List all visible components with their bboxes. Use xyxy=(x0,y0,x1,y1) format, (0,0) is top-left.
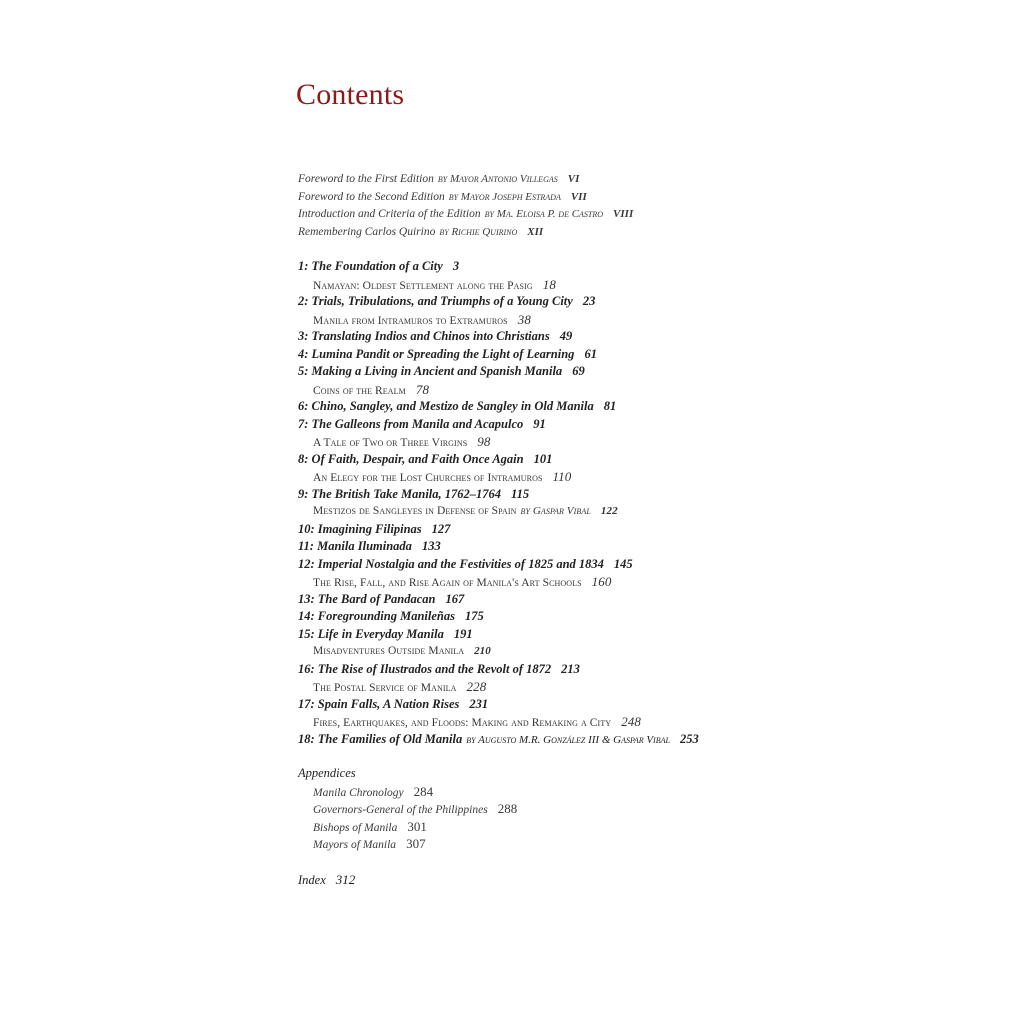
chapter-entry[interactable] xyxy=(298,346,858,364)
section-title: Coins of the Realm xyxy=(313,384,406,397)
entry-author: by Mayor Joseph Estrada xyxy=(448,190,561,203)
entry-author: by Ma. Eloisa P. de Castro xyxy=(484,208,604,220)
chapter-title: 8: Of Faith, Despair, and Faith Once Again xyxy=(298,451,524,466)
section-page: 18 xyxy=(542,276,556,292)
section-page: 160 xyxy=(591,574,612,589)
section-title: Misadventures Outside Manila xyxy=(313,645,465,657)
entry-page: VIII xyxy=(613,208,634,220)
chapter-page: 61 xyxy=(584,346,597,361)
toc-entry[interactable] xyxy=(298,224,858,242)
chapter-title: 14: Foregrounding Manileñas xyxy=(298,609,455,623)
chapter-page: 101 xyxy=(533,451,553,466)
section-entry[interactable] xyxy=(298,311,858,329)
chapter-entry[interactable] xyxy=(298,556,858,574)
section-title: Namayan: Oldest Settlement along the Pasig xyxy=(313,279,533,292)
chapter-entry[interactable] xyxy=(298,451,858,469)
entry-author: by Richie Quirino xyxy=(439,225,518,238)
chapter-page: 213 xyxy=(561,661,580,676)
section-entry[interactable] xyxy=(298,713,858,731)
chapter-title: 16: The Rise of Ilustrados and the Revolt of 1872 xyxy=(298,661,552,676)
entry-page: VII xyxy=(570,190,587,203)
section-entry[interactable] xyxy=(298,643,858,661)
chapter-entry[interactable] xyxy=(298,731,858,749)
appendix-page: 301 xyxy=(407,818,427,834)
appendices-heading: Appendices xyxy=(298,766,356,780)
chapter-title: 4: Lumina Pandit or Spreading the Light of Learning xyxy=(298,346,575,361)
section-entry[interactable] xyxy=(298,573,858,591)
chapter-title: 11: Manila Iluminada xyxy=(298,539,412,553)
chapter-entry[interactable] xyxy=(298,696,858,714)
chapter-title: 6: Chino, Sangley, and Mestizo de Sangley in Old Manila xyxy=(298,399,594,413)
chapter-title: 3: Translating Indios and Chinos into Christians xyxy=(298,329,550,343)
chapter-page: 23 xyxy=(582,294,596,308)
chapter-page: 49 xyxy=(559,329,573,343)
section-author: by Gaspar Vibal xyxy=(520,505,591,517)
appendix-page: 307 xyxy=(406,836,426,851)
toc-entry[interactable] xyxy=(298,171,858,189)
appendix-entry[interactable] xyxy=(298,818,858,836)
chapter-entry[interactable] xyxy=(298,293,858,311)
chapter-entry[interactable] xyxy=(298,416,858,434)
appendix-title: Governors-General of the Philippines xyxy=(313,804,488,816)
chapter-title: 13: The Bard of Pandacan xyxy=(298,591,436,606)
chapter-title: 10: Imagining Filipinas xyxy=(298,521,422,536)
index-page: 312 xyxy=(335,872,356,887)
chapter-list xyxy=(298,258,858,748)
section-page: 210 xyxy=(474,645,491,657)
chapter-page: 69 xyxy=(572,364,585,378)
chapter-title: 17: Spain Falls, A Nation Rises xyxy=(298,696,460,711)
chapter-entry[interactable] xyxy=(298,661,858,679)
chapter-page: 81 xyxy=(603,399,617,413)
appendix-entry[interactable] xyxy=(298,835,858,853)
chapter-entry[interactable] xyxy=(298,538,858,556)
chapter-title: 2: Trials, Tribulations, and Triumphs of a Young City xyxy=(298,294,573,308)
entry-page: XII xyxy=(527,225,544,238)
section-title: The Rise, Fall, and Rise Again of Manila's Art Schools xyxy=(313,577,582,589)
chapter-entry[interactable] xyxy=(298,398,858,416)
chapter-author: by Augusto M.R. González III & Gaspar Vibal xyxy=(466,733,670,746)
entry-title: Remembering Carlos Quirino xyxy=(298,225,436,238)
section-page: 248 xyxy=(621,714,642,729)
chapter-page: 91 xyxy=(533,416,546,431)
appendix-page: 284 xyxy=(413,783,434,799)
section-title: Mestizos de Sangleyes in Defense of Spain xyxy=(313,505,517,517)
section-title: Fires, Earthquakes, and Floods: Making and Remaking a City xyxy=(313,717,612,729)
appendix-title: Bishops of Manila xyxy=(313,821,398,834)
chapter-page: 127 xyxy=(431,521,451,536)
entry-title: Foreword to the Second Edition xyxy=(298,190,445,203)
entry-title: Foreword to the First Edition xyxy=(298,173,434,185)
appendix-entry[interactable] xyxy=(298,783,858,801)
section-entry[interactable] xyxy=(298,433,858,451)
chapter-page: 175 xyxy=(464,609,484,623)
chapter-title: 18: The Families of Old Manila xyxy=(298,731,463,746)
chapter-entry[interactable] xyxy=(298,486,858,504)
section-entry[interactable] xyxy=(298,276,858,294)
index-entry[interactable] xyxy=(298,871,858,889)
section-page: 98 xyxy=(477,434,491,449)
chapter-title: 5: Making a Living in Ancient and Spanish Manila xyxy=(298,364,563,378)
appendix-title: Mayors of Manila xyxy=(313,839,397,851)
chapter-page: 167 xyxy=(445,591,465,606)
section-title: The Postal Service of Manila xyxy=(313,682,457,694)
chapter-title: 15: Life in Everyday Manila xyxy=(298,626,444,641)
entry-title: Introduction and Criteria of the Edition xyxy=(298,208,481,220)
entry-author: by Mayor Antonio Villegas xyxy=(437,173,558,185)
section-entry[interactable] xyxy=(298,678,858,696)
chapter-page: 191 xyxy=(453,626,473,641)
chapter-entry[interactable] xyxy=(298,363,858,381)
chapter-page: 231 xyxy=(469,696,489,711)
chapter-page: 115 xyxy=(511,486,530,501)
chapter-page: 253 xyxy=(679,731,699,746)
section-title: A Tale of Two or Three Virgins xyxy=(313,437,468,449)
chapter-page: 3 xyxy=(452,259,460,273)
appendix-page: 288 xyxy=(497,801,518,816)
chapter-entry[interactable] xyxy=(298,608,858,626)
page-title: Contents xyxy=(296,78,405,111)
index-title: Index xyxy=(298,873,326,887)
section-title: An Elegy for the Lost Churches of Intramuros xyxy=(313,472,543,484)
toc-entry[interactable] xyxy=(298,189,858,207)
chapter-entry[interactable] xyxy=(298,521,858,539)
front-matter-list xyxy=(298,171,858,241)
chapter-title: 9: The British Take Manila, 1762–1764 xyxy=(298,486,502,501)
chapter-title: 1: The Foundation of a City xyxy=(298,259,443,273)
section-entry[interactable] xyxy=(298,468,858,486)
chapter-entry[interactable] xyxy=(298,626,858,644)
chapter-entry[interactable] xyxy=(298,591,858,609)
entry-page: VI xyxy=(567,173,580,185)
chapter-entry[interactable] xyxy=(298,258,858,276)
appendices-list xyxy=(298,765,858,853)
section-page: 38 xyxy=(517,311,531,327)
index-entry-block xyxy=(298,871,858,889)
section-page: 228 xyxy=(466,679,487,694)
section-entry[interactable] xyxy=(298,381,858,399)
chapter-entry[interactable] xyxy=(298,328,858,346)
section-page: 78 xyxy=(415,381,430,397)
appendix-entry[interactable] xyxy=(298,800,858,818)
section-page: 122 xyxy=(600,505,618,517)
chapter-title: 7: The Galleons from Manila and Acapulco xyxy=(298,416,524,431)
chapter-title: 12: Imperial Nostalgia and the Festivities of 1825 and 1834 xyxy=(298,556,604,571)
section-entry[interactable] xyxy=(298,503,858,521)
chapter-page: 145 xyxy=(613,556,633,571)
section-title: Manila from Intramuros to Extramuros xyxy=(313,314,508,327)
chapter-page: 133 xyxy=(421,539,441,553)
section-page: 110 xyxy=(552,469,572,484)
toc-entry[interactable] xyxy=(298,206,858,224)
appendix-title: Manila Chronology xyxy=(313,786,404,799)
